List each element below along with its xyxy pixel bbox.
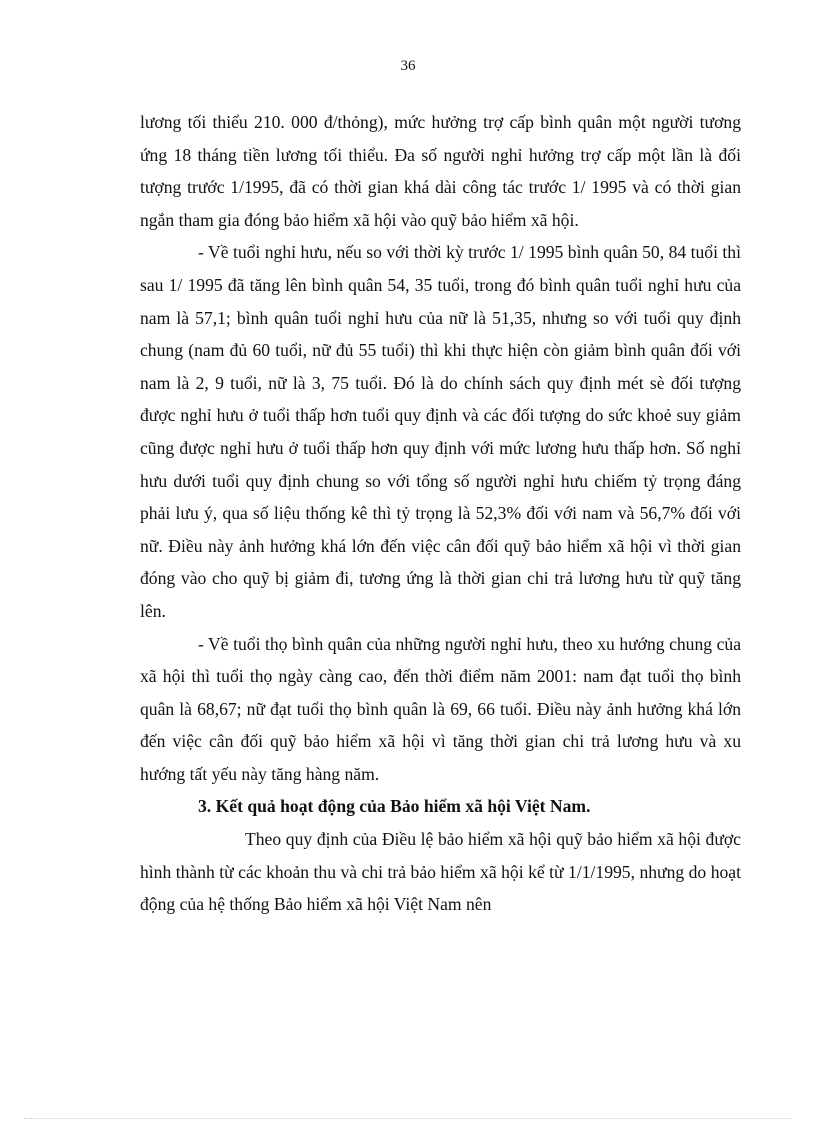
paragraph-fund-regulation: Theo quy định của Điều lệ bảo hiểm xã hội quỹ bảo hiểm xã hội được hình thành từ các khoản thu và chi trả bảo hiểm xã hội kể từ 1/1/1995, nhưng do hoạt động của hệ thống Bảo hiểm xã hội Việt Nam nên bbox=[140, 829, 741, 915]
paragraph-life-expectancy: - Về tuổi thọ bình quân của những người nghỉ hưu, theo xu hướng chung của xã hội thì tuổi thọ ngày càng cao, đến thời điểm năm 2001: nam đạt tuổi thọ bình quân là 68,67; nữ đạt tuổi thọ bình quân là 69, 66 tuổi. Điều này ảnh hưởng khá lớn đến việc cân đối quỹ bảo hiểm xã hội vì tăng thời gian chi trả lương hưu và xu hướng tất yếu này tăng hàng năm. bbox=[140, 633, 741, 784]
section-heading: 3. Kết quả hoạt động của Bảo hiểm xã hội Việt Nam. bbox=[198, 796, 591, 817]
paragraph-continuation: lương tối thiểu 210. 000 đ/thỏng), mức hưởng trợ cấp bình quân một người tương ứng 18 tháng tiền lương tối thiểu. Đa số người nghỉ hưởng trợ cấp một lần là đối tượng trước 1/1995, đã có thời gian khá dài công tác trước 1/ 1995 và có thời gian ngắn tham gia đóng bảo hiểm xã hội vào quỹ bảo hiểm xã hội. bbox=[140, 112, 741, 230]
paragraph-retirement-age: - Về tuổi nghỉ hưu, nếu so với thời kỳ trước 1/ 1995 bình quân 50, 84 tuổi thì sau 1/ 1995 đã tăng lên bình quân 54, 35 tuổi, trong đó bình quân tuổi nghỉ hưu của nam là 57,1; bình quân tuổi nghỉ hưu của nữ là 51,35, nhưng so với tuổi quy định chung (nam đủ 60 tuổi, nữ đủ 55 tuổi) thì khi thực hiện còn giảm bình quân đối với nam là 2, 9 tuổi, nữ là 3, 75 tuổi. Đó là do chính sách quy định mét sè đối tượng được nghỉ hưu ở tuổi thấp hơn tuổi quy định và các đối tượng do sức khoẻ suy giảm cũng được nghỉ hưu ở tuổi thấp hơn quy định với mức lương hưu thấp hơn. Số nghỉ hưu dưới tuổi quy định chung so với tổng số người nghỉ hưu chiếm tỷ trọng đáng phải lưu ý, qua số liệu thống kê thì tỷ trọng là 52,3% đối với nam và 56,7% đối với nữ. Điều này ảnh hưởng khá lớn đến việc cân đối quỹ bảo hiểm xã hội vì thời gian đóng vào cho quỹ bị giảm đi, tương ứng là thời gian chi trả lương hưu từ quỹ tăng lên. bbox=[140, 242, 741, 621]
document-body bbox=[140, 106, 741, 921]
page-number: 36 bbox=[400, 58, 416, 74]
page-bottom-divider bbox=[24, 1118, 792, 1119]
